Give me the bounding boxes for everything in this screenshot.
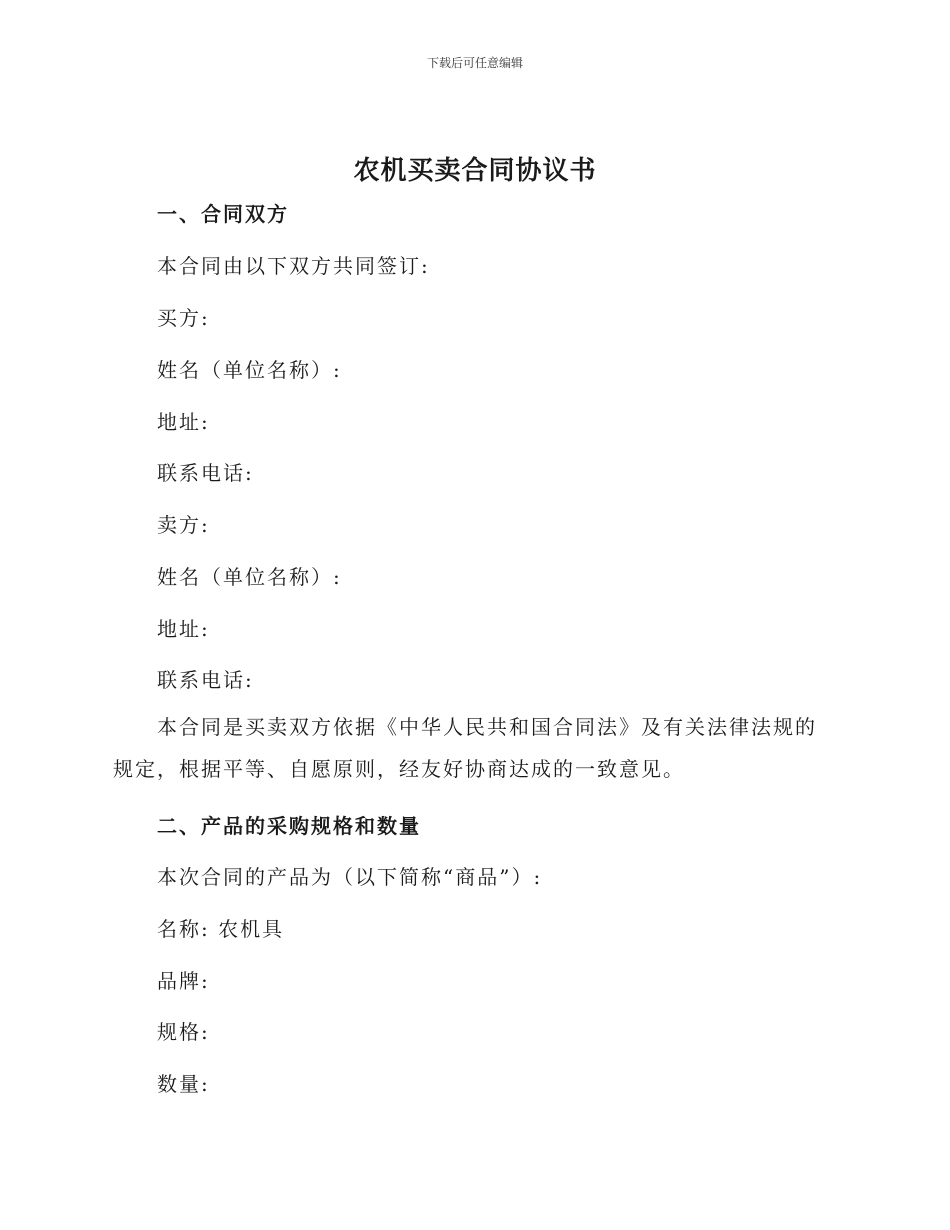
- buyer-label: 买方:: [157, 306, 210, 330]
- buyer-name-field: 姓名（单位名称）:: [157, 358, 342, 382]
- contract-basis-paragraph: 本合同是买卖双方依据《中华人民共和国合同法》及有关法律法规的规定，根据平等、自愿原则，经友好协商达成的一致意见。: [113, 715, 817, 781]
- page-header-note: 下载后可任意编辑: [426, 56, 523, 70]
- product-spec-field: 规格:: [157, 1020, 210, 1044]
- product-brand-field: 品牌:: [157, 969, 210, 993]
- buyer-phone-field: 联系电话:: [157, 461, 254, 485]
- seller-address-field: 地址:: [157, 617, 210, 641]
- seller-name-field: 姓名（单位名称）:: [157, 565, 342, 589]
- product-quantity-field: 数量:: [157, 1072, 210, 1096]
- buyer-address-field: 地址:: [157, 410, 210, 434]
- product-name-field: 名称: 农机具: [157, 917, 285, 941]
- parties-intro: 本合同由以下双方共同签订:: [157, 254, 430, 278]
- section-heading-parties: 一、合同双方: [157, 202, 289, 226]
- seller-label: 卖方:: [157, 513, 210, 537]
- document-title: 农机买卖合同协议书: [353, 156, 597, 186]
- section-heading-products: 二、产品的采购规格和数量: [157, 814, 421, 838]
- products-intro: 本次合同的产品为（以下简称“商品”）:: [157, 865, 543, 889]
- seller-phone-field: 联系电话:: [157, 668, 254, 692]
